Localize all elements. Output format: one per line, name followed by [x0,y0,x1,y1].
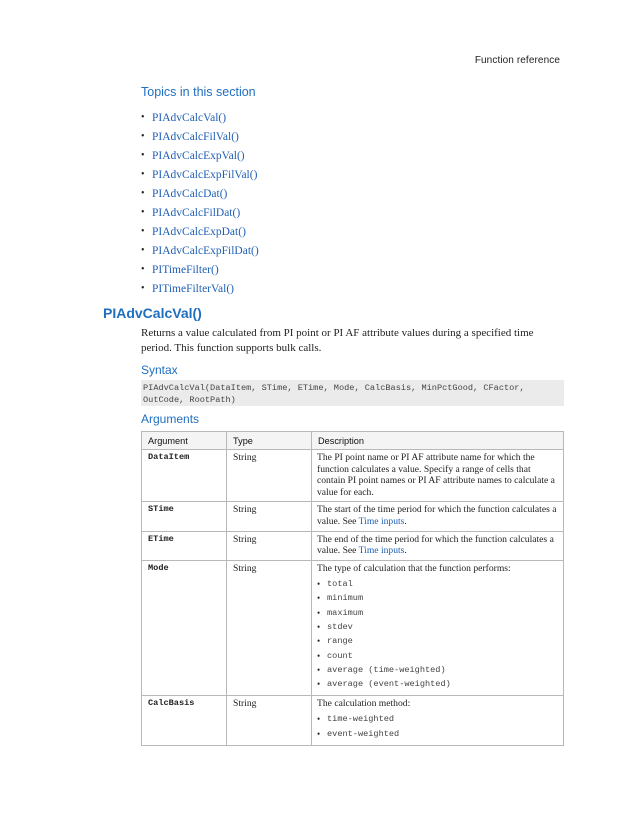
description-text: The type of calculation that the function performs: [317,562,511,574]
topic-item [141,127,259,146]
list-item [317,635,559,649]
topic-item [141,222,259,241]
time-inputs-link[interactable]: Time inputs [358,545,405,557]
table-row [142,502,564,531]
topic-item [141,165,259,184]
description-tail: . [404,545,407,557]
option-value: maximum [327,607,364,618]
calcbasis-options-list [317,713,559,742]
argument-name: STime [142,502,227,531]
topic-link[interactable]: PIAdvCalcExpFilDat() [152,244,259,257]
topics-heading: Topics in this section [141,85,256,99]
bullet-icon: • [317,578,321,589]
argument-name: DataItem [142,450,227,502]
topic-link[interactable]: PIAdvCalcFilDat() [152,206,241,219]
topic-link[interactable]: PIAdvCalcExpDat() [152,225,246,238]
description-text: The start of the time period for which the function calculates a value. See [317,504,557,527]
list-item [317,592,559,606]
option-value: event-weighted [327,728,400,739]
bullet-icon: • [317,636,321,647]
topic-item [141,260,259,279]
option-value: count [327,650,353,661]
argument-type: String [227,696,312,745]
option-value: average (time-weighted) [327,665,446,676]
argument-type: String [227,450,312,502]
list-item [317,649,559,663]
topic-link[interactable]: PIAdvCalcFilVal() [152,130,239,143]
time-inputs-link[interactable]: Time inputs [358,515,405,527]
option-value: stdev [327,621,353,632]
argument-description [312,696,564,745]
list-item [317,664,559,678]
bullet-icon: • [317,607,321,618]
topic-item [141,203,259,222]
table-row [142,450,564,502]
argument-name: CalcBasis [142,696,227,745]
option-value: minimum [327,593,364,604]
list-item [317,577,559,591]
topic-item [141,184,259,203]
list-item [317,678,559,692]
topic-item [141,108,259,127]
table-row [142,531,564,560]
argument-type: String [227,531,312,560]
arguments-heading: Arguments [141,412,200,426]
bullet-icon: • [141,169,145,180]
option-value: average (event-weighted) [327,679,451,690]
topic-item [141,146,259,165]
argument-type: String [227,560,312,696]
table-row [142,696,564,745]
bullet-icon: • [141,264,145,275]
bullet-icon: • [141,245,145,256]
bullet-icon: • [317,679,321,690]
arguments-table [141,431,564,746]
argument-type: String [227,502,312,531]
bullet-icon: • [141,283,145,294]
topic-link[interactable]: PITimeFilterVal() [152,282,234,295]
argument-description [312,531,564,560]
bullet-icon: • [141,188,145,199]
column-header: Description [312,432,564,450]
topic-link[interactable]: PIAdvCalcExpFilVal() [152,168,258,181]
argument-name: ETime [142,531,227,560]
column-header: Type [227,432,312,450]
topics-list [141,108,259,298]
topic-link[interactable]: PITimeFilter() [152,263,219,276]
argument-description: The PI point name or PI AF attribute name for which the function calculates a value. Specify a range of cells that contain PI point names or PI AF attribute names to calculate a value for each. [312,450,564,502]
table-row [142,560,564,696]
bullet-icon: • [141,150,145,161]
running-header: Function reference [474,55,560,66]
option-value: total [327,578,353,589]
bullet-icon: • [141,226,145,237]
argument-description [312,502,564,531]
bullet-icon: • [141,112,145,123]
list-item [317,727,559,741]
topic-item [141,241,259,260]
syntax-code-line: OutCode, RootPath) [143,395,236,405]
topic-link[interactable]: PIAdvCalcDat() [152,187,228,200]
option-value: time-weighted [327,714,395,725]
bullet-icon: • [141,131,145,142]
intro-paragraph: Returns a value calculated from PI point or PI AF attribute values during a specified time period. This function supports bulk calls. [141,327,534,354]
argument-name: Mode [142,560,227,696]
list-item [317,713,559,727]
list-item [317,606,559,620]
bullet-icon: • [141,207,145,218]
bullet-icon: • [317,650,321,661]
mode-options-list [317,577,559,692]
section-title: PIAdvCalcVal() [103,305,202,321]
syntax-code-block [141,380,564,406]
bullet-icon: • [317,621,321,632]
bullet-icon: • [317,714,321,725]
topic-item [141,279,259,298]
bullet-icon: • [317,665,321,676]
syntax-code-line: PIAdvCalcVal(DataItem, STime, ETime, Mode, CalcBasis, MinPctGood, CFactor, [143,383,525,393]
option-value: range [327,636,353,647]
syntax-heading: Syntax [141,363,178,377]
description-text: The calculation method: [317,698,411,710]
table-header-row [142,432,564,450]
topic-link[interactable]: PIAdvCalcExpVal() [152,149,245,162]
column-header: Argument [142,432,227,450]
bullet-icon: • [317,593,321,604]
argument-description [312,560,564,696]
list-item [317,621,559,635]
description-tail: . [404,515,407,527]
description-text: The end of the time period for which the function calculates a value. See [317,533,554,557]
topic-link[interactable]: PIAdvCalcVal() [152,111,227,124]
bullet-icon: • [317,728,321,739]
